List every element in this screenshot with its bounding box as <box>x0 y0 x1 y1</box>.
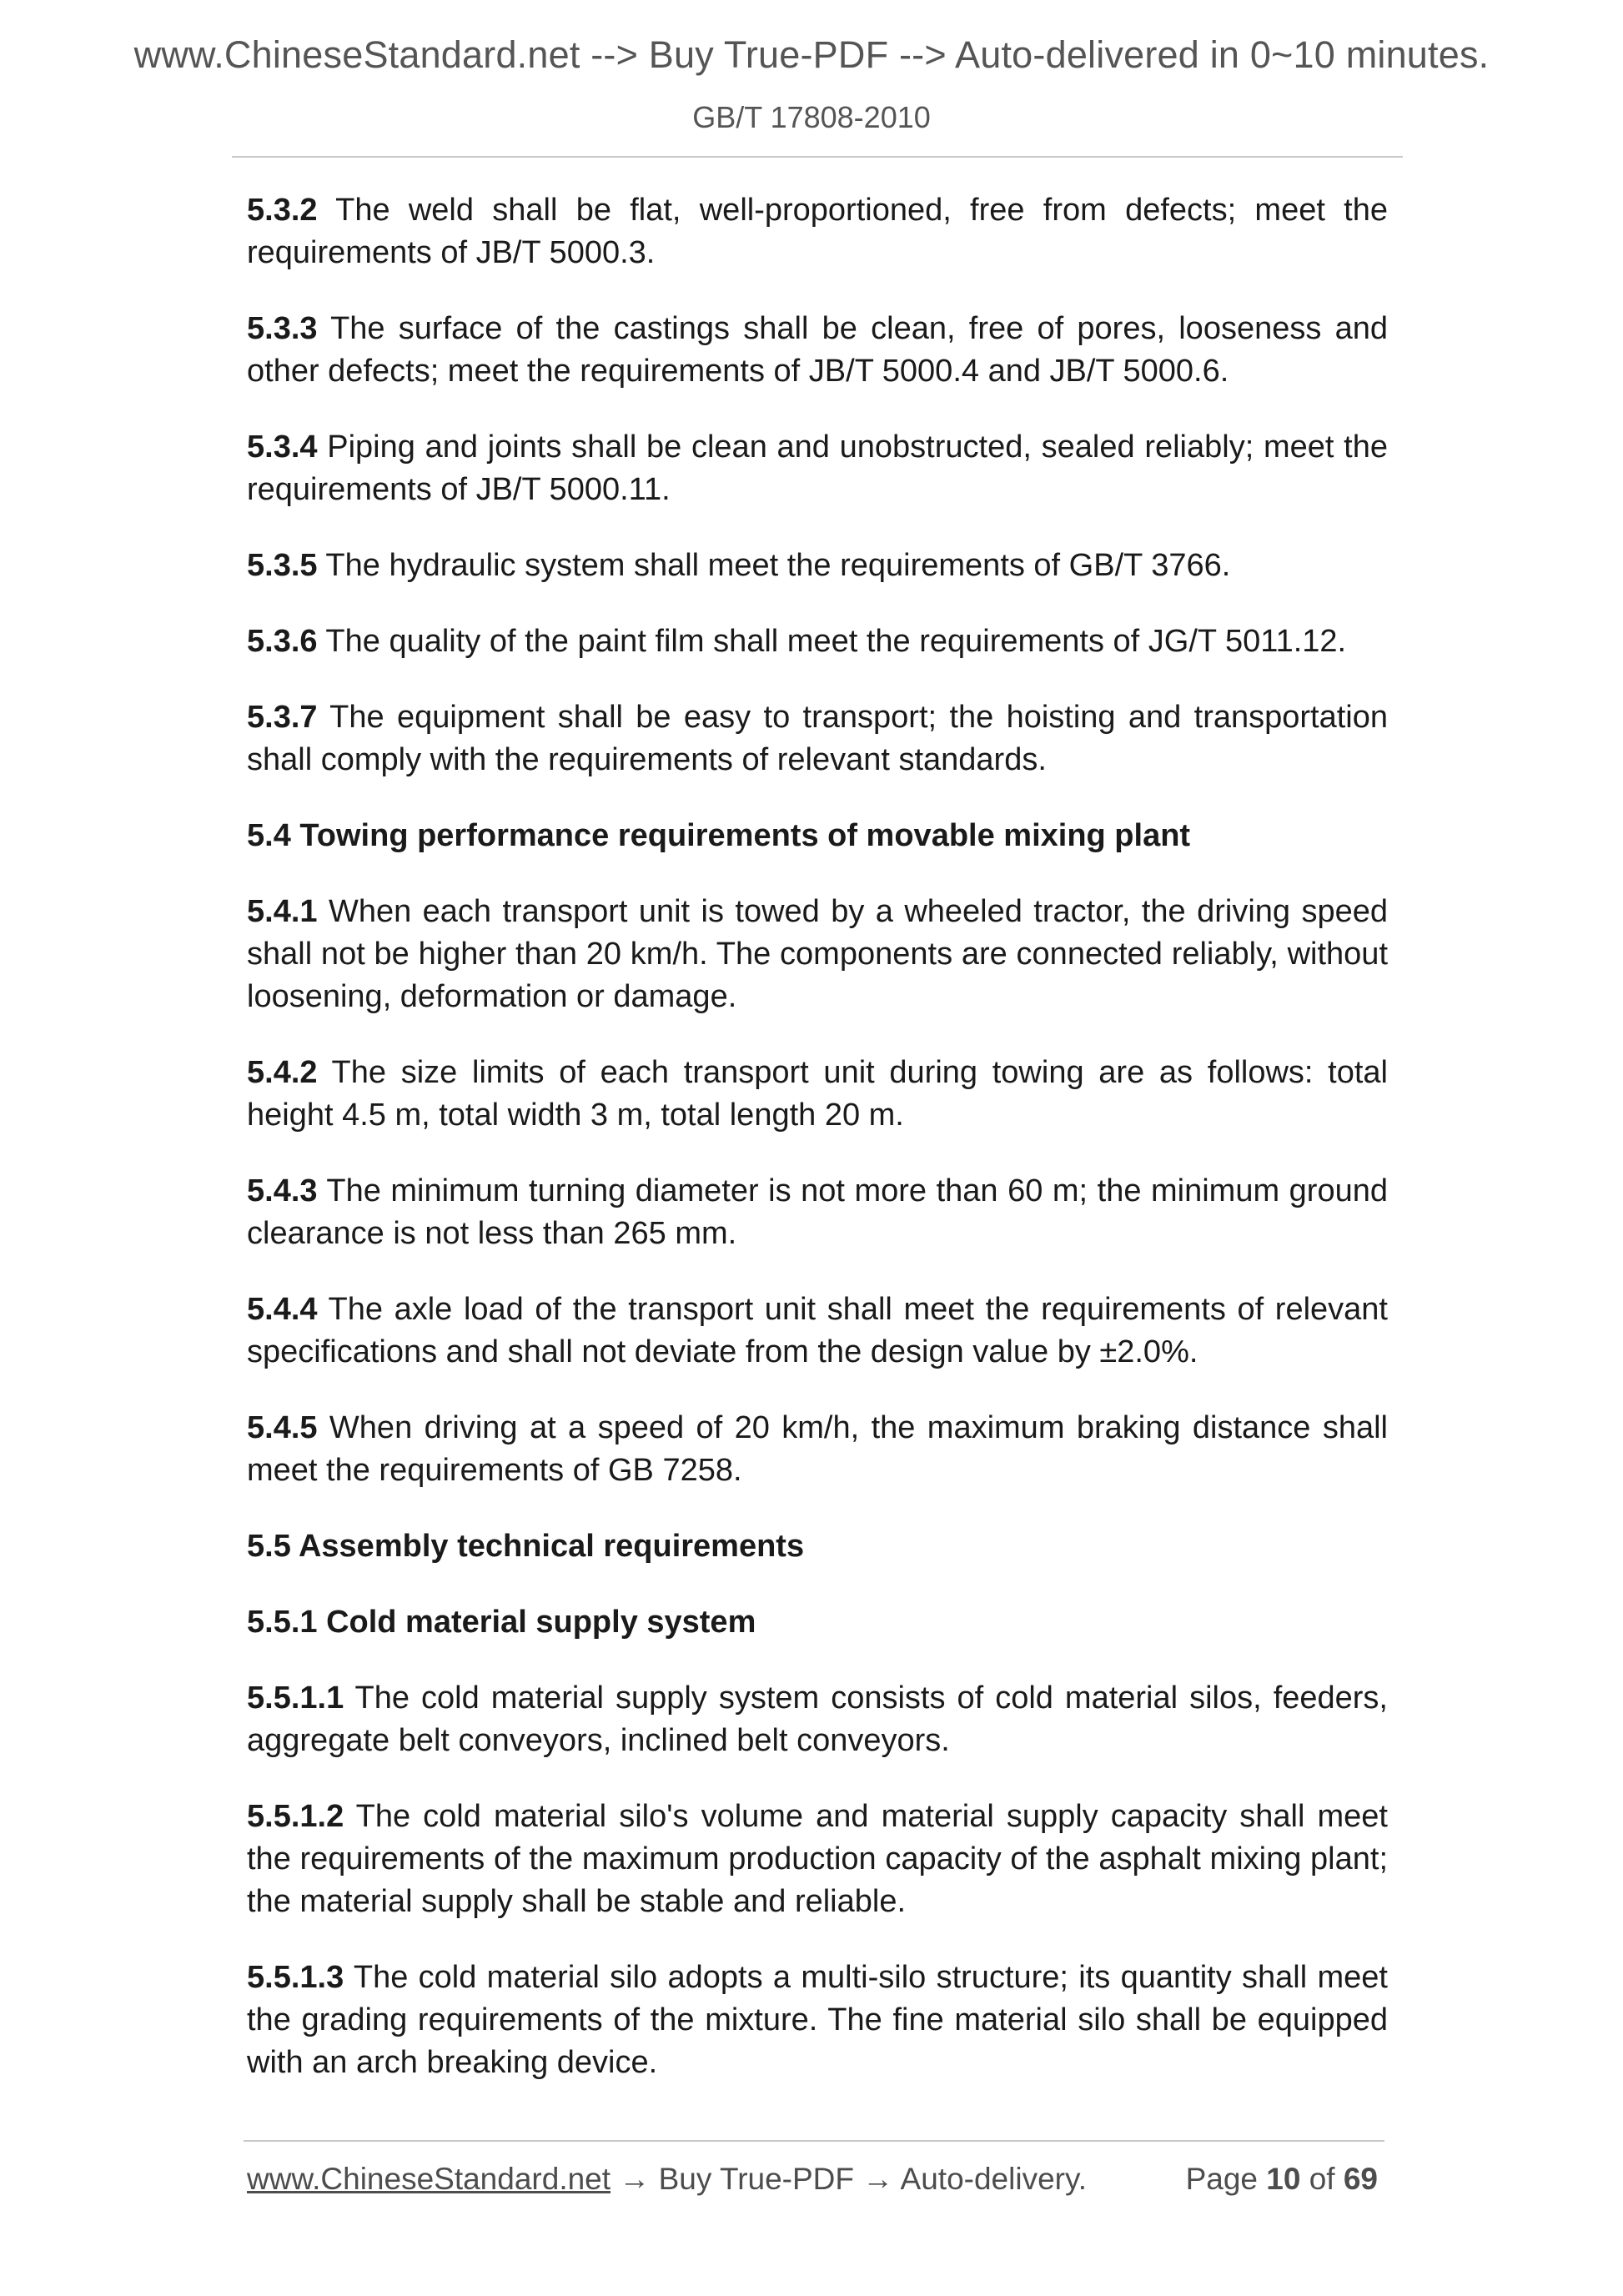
clause-5-3-2 <box>247 189 1388 274</box>
clause-text: The weld shall be flat, well-proportioned, free from defects; meet the requirements of JB/T 5000.3. <box>247 193 1388 270</box>
page-counter <box>1186 2162 1378 2197</box>
footer-buy-text: Buy True-PDF <box>658 2162 855 2196</box>
arrow-right-icon: → <box>854 2162 901 2196</box>
clause-number: 5.5.1.1 <box>247 1681 344 1716</box>
footer-links <box>247 2162 1087 2197</box>
clause-number: 5.3.4 <box>247 430 318 465</box>
clause-number: 5.3.5 <box>247 548 318 583</box>
clause-number: 5.3.2 <box>247 193 318 228</box>
document-code: GB/T 17808-2010 <box>692 100 931 134</box>
clause-text: When each transport unit is towed by a wheeled tractor, the driving speed shall not be higher than 20 km/h. The components are connected reliably, without loosening, deformation or damage. <box>247 894 1388 1014</box>
top-banner: www.ChineseStandard.net --> Buy True-PDF --> Auto-delivered in 0~10 minutes. <box>133 33 1490 76</box>
page-current: 10 <box>1266 2162 1301 2196</box>
clause-text: When driving at a speed of 20 km/h, the maximum braking distance shall meet the requirements of GB 7258. <box>247 1410 1388 1488</box>
clause-text: The axle load of the transport unit shall meet the requirements of relevant specifications and shall not deviate from the design value by ±2.0%. <box>247 1292 1388 1369</box>
clause-5-3-6 <box>247 620 1388 663</box>
section-heading-5-5: 5.5 Assembly technical requirements <box>247 1529 805 1564</box>
clause-5-4-5 <box>247 1407 1388 1492</box>
footer-divider <box>244 2140 1384 2142</box>
of-label: of <box>1309 2162 1335 2196</box>
clause-5-5-1-3 <box>247 1957 1388 2084</box>
clause-text: The equipment shall be easy to transport; the hoisting and transportation shall comply with the requirements of relevant standards. <box>247 700 1388 777</box>
page-total: 69 <box>1343 2162 1378 2196</box>
clause-5-5-1-1 <box>247 1677 1388 1762</box>
clause-number: 5.5.1.2 <box>247 1799 344 1834</box>
page-body <box>247 189 1388 2118</box>
clause-5-5-1-2 <box>247 1796 1388 1923</box>
page-footer <box>247 2162 1384 2208</box>
clause-5-3-5 <box>247 545 1388 587</box>
clause-text: The cold material silo adopts a multi-silo structure; its quantity shall meet the grading requirements of the mixture. The fine material silo shall be equipped with an arch breaking device. <box>247 1960 1388 2080</box>
clause-text: The hydraulic system shall meet the requirements of GB/T 3766. <box>317 548 1231 583</box>
clause-number: 5.4.4 <box>247 1292 318 1327</box>
footer-delivery-text: Auto-delivery. <box>900 2162 1088 2196</box>
clause-text: The minimum turning diameter is not more than 60 m; the minimum ground clearance is not less than 265 mm. <box>247 1173 1388 1251</box>
clause-5-3-4 <box>247 426 1388 511</box>
clause-number: 5.4.3 <box>247 1173 318 1208</box>
page-label: Page <box>1185 2162 1258 2196</box>
clause-text: The cold material supply system consists of cold material silos, feeders, aggregate belt conveyors, inclined belt conveyors. <box>247 1681 1388 1758</box>
clause-5-4-1 <box>247 891 1388 1018</box>
clause-text: The size limits of each transport unit during towing are as follows: total height 4.5 m, total width 3 m, total length 20 m. <box>247 1055 1388 1133</box>
clause-5-3-3 <box>247 308 1388 393</box>
clause-text: Piping and joints shall be clean and unobstructed, sealed reliably; meet the requirements of JB/T 5000.11. <box>247 430 1388 507</box>
clause-text: The cold material silo's volume and material supply capacity shall meet the requirements of the maximum production capacity of the asphalt mixing plant; the material supply shall be stable and reliable. <box>247 1799 1388 1919</box>
clause-text: The quality of the paint film shall meet the requirements of JG/T 5011.12. <box>317 624 1347 659</box>
header-divider <box>232 156 1403 158</box>
clause-number: 5.5.1.3 <box>247 1960 344 1995</box>
arrow-right-icon: → <box>611 2162 659 2196</box>
section-heading-5-5-1: 5.5.1 Cold material supply system <box>247 1605 756 1640</box>
clause-number: 5.4.2 <box>247 1055 318 1090</box>
section-heading-5-4: 5.4 Towing performance requirements of movable mixing plant <box>247 818 1191 853</box>
footer-site-link[interactable]: www.ChineseStandard.net <box>247 2162 611 2196</box>
clause-number: 5.3.6 <box>247 624 318 659</box>
clause-number: 5.3.3 <box>247 311 318 346</box>
clause-5-4-4 <box>247 1289 1388 1374</box>
clause-number: 5.3.7 <box>247 700 318 735</box>
clause-5-4-2 <box>247 1052 1388 1137</box>
clause-5-4-3 <box>247 1170 1388 1255</box>
clause-number: 5.4.1 <box>247 894 318 929</box>
clause-5-3-7 <box>247 696 1388 781</box>
clause-number: 5.4.5 <box>247 1410 318 1445</box>
clause-text: The surface of the castings shall be clean, free of pores, looseness and other defects; meet the requirements of JB/T 5000.4 and JB/T 5000.6. <box>247 311 1388 389</box>
